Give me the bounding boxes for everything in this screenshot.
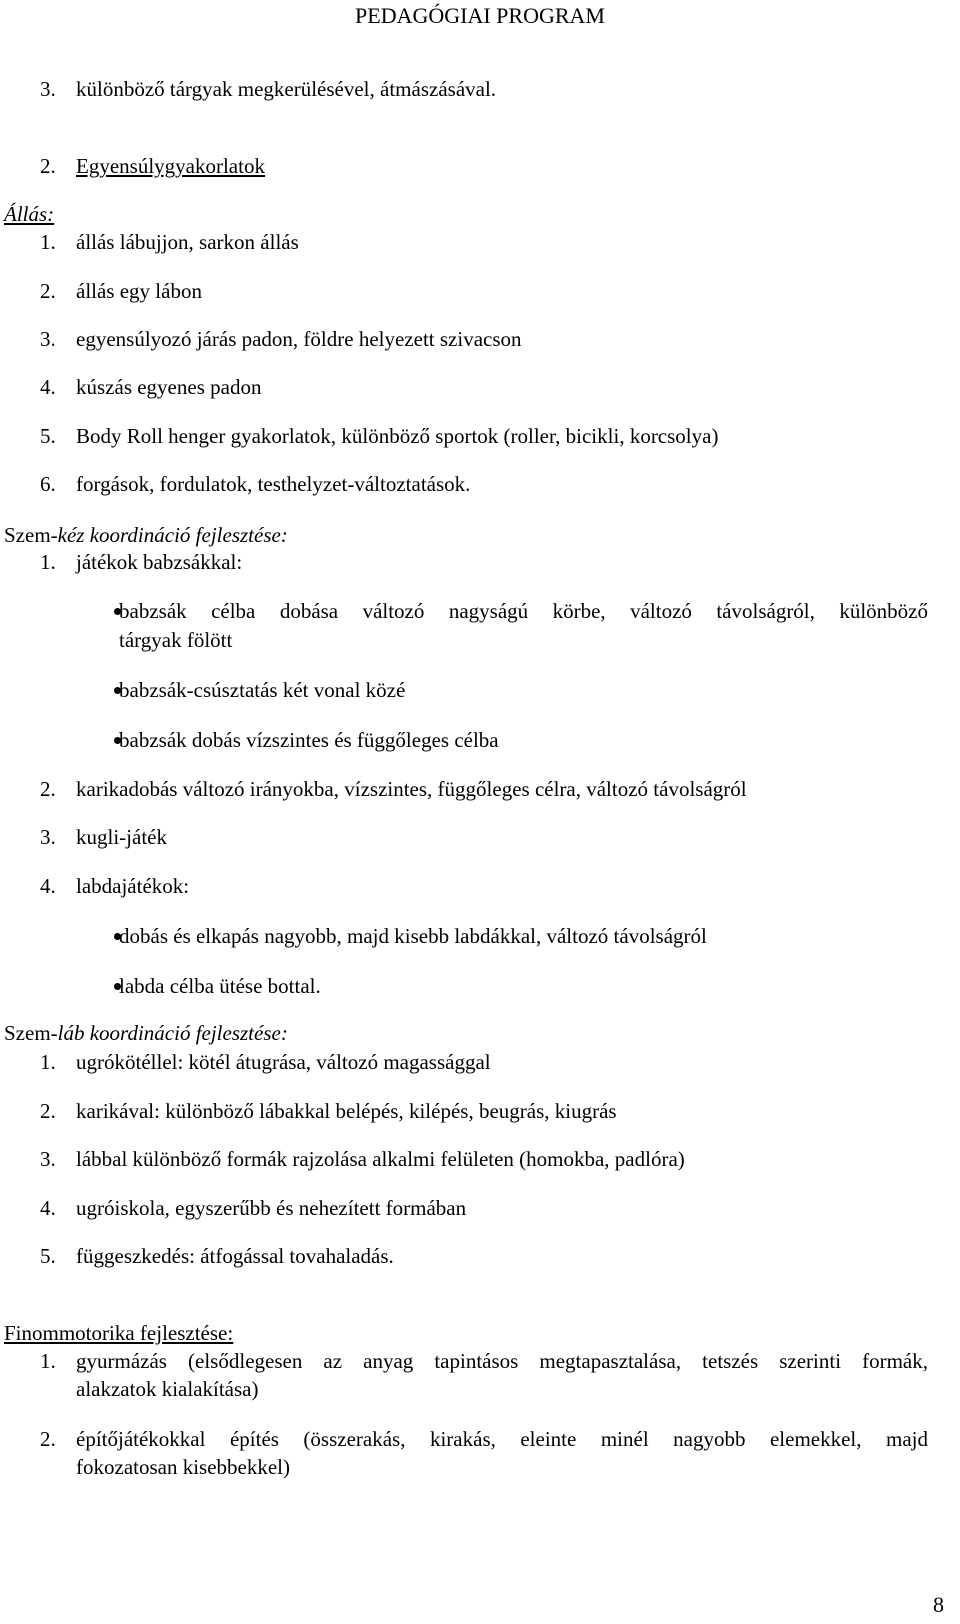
item-number: 3. [40, 327, 56, 351]
section-label: Egyensúlygyakorlatok [76, 154, 265, 178]
item-number: 2. [40, 279, 56, 303]
bullet-text-continued: tárgyak fölött [119, 628, 233, 652]
item-text: Body Roll henger gyakorlatok, különböző sportok (roller, bicikli, korcsolya) [76, 424, 719, 448]
heading-prefix: Szem- [4, 523, 58, 547]
item-number: 6. [40, 472, 56, 496]
szem-kez-heading [4, 523, 288, 547]
item-number: 5. [40, 424, 56, 448]
page-header: PEDAGÓGIAI PROGRAM [355, 3, 605, 28]
szem-lab-heading [4, 1021, 288, 1045]
heading-prefix: Szem- [4, 1021, 58, 1045]
item-number: 2. [40, 1427, 56, 1451]
item-text: lábbal különböző formák rajzolása alkalmi felületen (homokba, padlóra) [76, 1147, 685, 1171]
finommotorika-heading: Finommotorika fejlesztése: [4, 1321, 234, 1345]
item-number: 4. [40, 1196, 56, 1220]
item-text-continued: fokozatosan kisebbekkel) [76, 1455, 291, 1479]
item-text: különböző tárgyak megkerülésével, átmászásával. [76, 77, 497, 101]
item-text-continued: alakzatok kialakítása) [76, 1377, 259, 1401]
heading-rest: láb koordináció fejlesztése: [57, 1021, 288, 1045]
bullet-text: babzsák dobás vízszintes és függőleges célba [119, 728, 499, 752]
item-text: játékok babzsákkal: [76, 550, 243, 574]
item-number: 2. [40, 1099, 56, 1123]
item-number: 1. [40, 1349, 56, 1373]
allas-label: Állás: [4, 202, 55, 226]
item-number: 3. [40, 77, 56, 101]
section-number: 2. [40, 154, 56, 178]
item-text: forgások, fordulatok, testhelyzet-változtatások. [76, 472, 471, 496]
item-text: ugróiskola, egyszerűbb és nehezített formában [76, 1196, 467, 1220]
item-text: ugrókötéllel: kötél átugrása, változó magassággal [76, 1050, 491, 1074]
item-text: kugli-játék [76, 825, 167, 849]
page-number: 8 [933, 1592, 944, 1617]
item-number: 1. [40, 230, 56, 254]
item-number: 2. [40, 777, 56, 801]
item-text: karikával: különböző lábakkal belépés, kilépés, beugrás, kiugrás [76, 1099, 617, 1123]
item-number: 1. [40, 550, 56, 574]
heading-rest: kéz koordináció fejlesztése: [57, 523, 288, 547]
bullet-text: labda célba ütése bottal. [119, 974, 321, 998]
item-text: labdajátékok: [76, 874, 190, 898]
bullet-text: dobás és elkapás nagyobb, majd kisebb labdákkal, változó távolságról [119, 924, 707, 948]
item-number: 4. [40, 874, 56, 898]
item-number: 1. [40, 1050, 56, 1074]
bullet-text: babzsák-csúsztatás két vonal közé [119, 678, 406, 702]
item-number: 3. [40, 1147, 56, 1171]
item-text: egyensúlyozó járás padon, földre helyezett szivacson [76, 327, 522, 351]
item-text: függeszkedés: átfogással tovahaladás. [76, 1244, 394, 1268]
item-text: állás egy lábon [76, 279, 202, 303]
item-text: kúszás egyenes padon [76, 375, 262, 399]
item-number: 3. [40, 825, 56, 849]
item-text: karikadobás változó irányokba, vízszintes, függőleges célra, változó távolságról [76, 777, 747, 801]
item-text: építőjátékokkal építés (összerakás, kirakás, eleinte minél nagyobb elemekkel, majd [76, 1427, 928, 1451]
item-number: 4. [40, 375, 56, 399]
item-text: gyurmázás (elsődlegesen az anyag tapintásos megtapasztalása, tetszés szerinti formák, [76, 1349, 928, 1373]
item-number: 5. [40, 1244, 56, 1268]
bullet-text: babzsák célba dobása változó nagyságú körbe, változó távolságról, különböző [119, 599, 928, 623]
item-text: állás lábujjon, sarkon állás [76, 230, 299, 254]
